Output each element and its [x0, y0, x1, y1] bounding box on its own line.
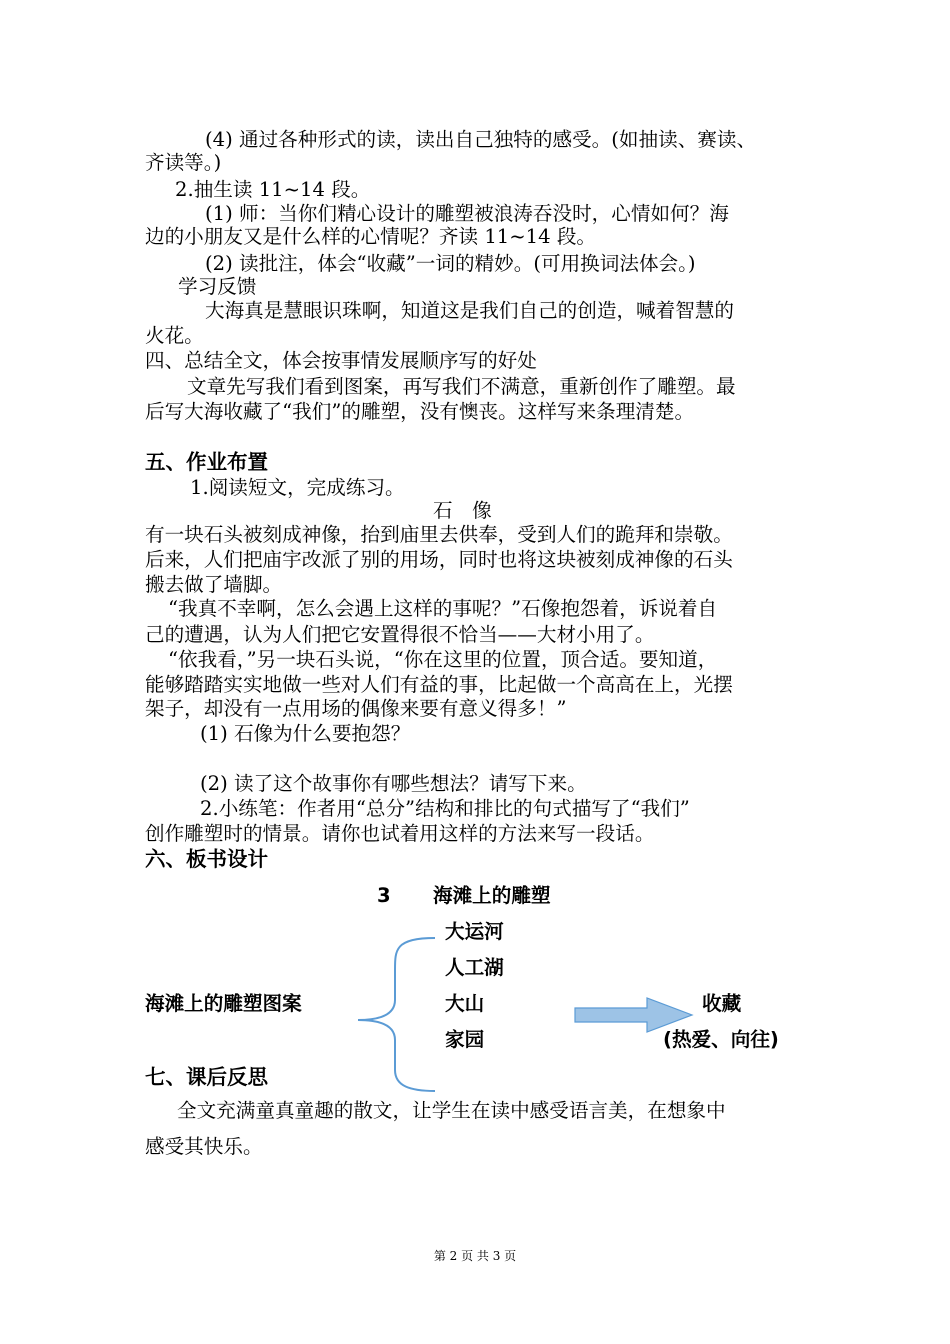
section-5-heading: 五、作业布置 [145, 450, 268, 474]
homework-task-2-line-2: 创作雕塑时的情景。请你也试着用这样的方法来写一段话。 [145, 822, 655, 845]
board-result-note: (热爱、向往) [663, 1028, 779, 1051]
homework-task-1: 1.阅读短文，完成练习。 [190, 476, 405, 499]
step-4-line-2: 齐读等。) [145, 151, 222, 174]
feedback-label: 学习反馈 [178, 275, 257, 298]
question-1: (1) 石像为什么要抱怨？ [200, 722, 411, 745]
story-line-3: 搬去做了墙脚。 [145, 573, 283, 596]
board-item-4: 家园 [445, 1028, 485, 1051]
board-item-1: 大运河 [445, 920, 504, 943]
board-left-label: 海滩上的雕塑图案 [145, 992, 302, 1015]
step-2-heading: 2.抽生读 11~14 段。 [175, 178, 371, 201]
board-result: 收藏 [702, 992, 742, 1015]
step-4-line-1: (4) 通过各种形式的读，读出自己独特的感受。(如抽读、赛读、 [205, 128, 757, 151]
reflection-line-1: 全文充满童真童趣的散文，让学生在读中感受语言美，在想象中 [177, 1099, 726, 1122]
story-line-8: 架子，却没有一点用场的偶像来要有意义得多！” [145, 697, 567, 720]
brace-shape [358, 938, 435, 1091]
story-line-7: 能够踏踏实实地做一些对人们有益的事，比起做一个高高在上，光摆 [145, 673, 733, 696]
story-title: 石 像 [433, 499, 492, 522]
board-number: 3 [377, 884, 391, 907]
story-line-4: “我真不幸啊，怎么会遇上这样的事呢？”石像抱怨着，诉说着自 [168, 597, 718, 620]
feedback-line-2: 火花。 [145, 324, 204, 347]
step-2-2-line: (2) 读批注，体会“收藏”一词的精妙。(可用换词法体会。) [205, 252, 696, 275]
section-4-heading: 四、总结全文，体会按事情发展顺序写的好处 [145, 349, 537, 372]
story-line-5: 己的遭遇，认为人们把它安置得很不恰当——大材小用了。 [145, 623, 655, 646]
board-item-3: 大山 [445, 992, 485, 1015]
section-6-heading: 六、板书设计 [145, 847, 268, 871]
reflection-line-2: 感受其快乐。 [145, 1135, 263, 1158]
step-2-1-line-2: 边的小朋友又是什么样的心情呢？齐读 11~14 段。 [145, 225, 597, 248]
story-line-1: 有一块石头被刻成神像，抬到庙里去供奉，受到人们的跪拜和崇敬。 [145, 523, 733, 546]
arrow-shape [575, 998, 692, 1032]
section-4-line-2: 后写大海收藏了“我们”的雕塑，没有懊丧。这样写来条理清楚。 [145, 400, 695, 423]
question-2: (2) 读了这个故事你有哪些想法？请写下来。 [200, 772, 587, 795]
homework-task-2-line-1: 2.小练笔：作者用“总分”结构和排比的句式描写了“我们” [200, 797, 690, 820]
section-7-heading: 七、课后反思 [145, 1065, 268, 1089]
story-line-2: 后来，人们把庙宇改派了别的用场，同时也将这块被刻成神像的石头 [145, 548, 733, 571]
story-line-6: “依我看，”另一块石头说，“你在这里的位置，顶合适。要知道， [168, 648, 718, 671]
page-footer: 第 2 页 共 3 页 [433, 1249, 517, 1263]
board-title: 海滩上的雕塑 [433, 884, 551, 907]
step-2-1-line-1: (1) 师：当你们精心设计的雕塑被浪涛吞没时，心情如何？海 [205, 202, 729, 225]
section-4-line-1: 文章先写我们看到图案，再写我们不满意，重新创作了雕塑。最 [187, 375, 736, 398]
feedback-line-1: 大海真是慧眼识珠啊，知道这是我们自己的创造，喊着智慧的 [205, 299, 735, 322]
board-item-2: 人工湖 [445, 956, 504, 979]
